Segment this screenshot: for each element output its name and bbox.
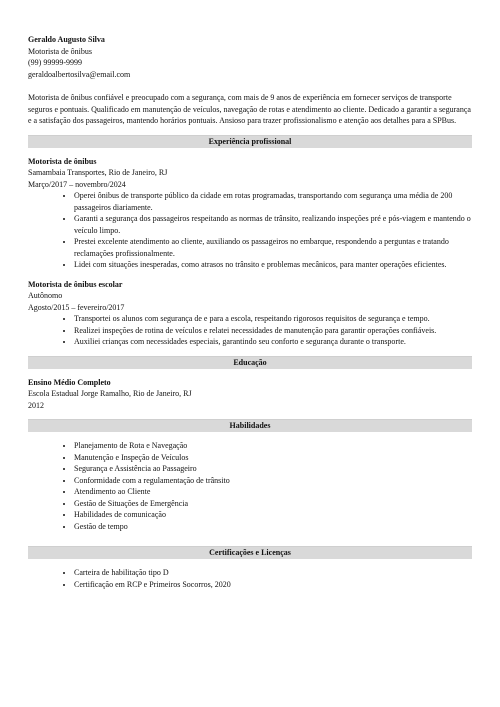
education-entry xyxy=(28,377,472,412)
job-dates: Agosto/2015 – fevereiro/2017 xyxy=(28,302,125,312)
list-item: • Realizei inspeções de rotina de veículos e relatei necessidades de manutenção para garantir operações confiáveis. xyxy=(74,325,472,337)
candidate-title: Motorista de ônibus xyxy=(28,46,92,56)
list-item: • Gestão de tempo xyxy=(74,521,472,533)
professional-summary: Motorista de ônibus confiável e preocupado com a segurança, com mais de 9 anos de experiência em fornecer serviços de transporte seguros e pontuais. Qualificado em manutenção de veículos, navegação de rotas e atendimento ao cliente. Dedicado a garantir a segurança e a satisfação dos passageiros, mantendo horários pontuais. Ansioso para trazer profissionalismo e atenção aos detalhes para a SPBus. xyxy=(28,93,471,125)
list-item: • Transportei os alunos com segurança de e para a escola, respeitando rigorosos requisitos de segurança e tempo. xyxy=(74,313,472,325)
list-item: • Auxiliei crianças com necessidades especiais, garantindo seu conforto e segurança durante o transporte. xyxy=(74,336,472,348)
section-header-skills: Habilidades xyxy=(28,419,472,432)
list-item: • Prestei excelente atendimento ao cliente, auxiliando os passageiros no embarque, respondendo a perguntas e tratando reclamações profissionalmente. xyxy=(74,236,472,259)
list-item: • Planejamento de Rota e Navegação xyxy=(74,440,472,452)
resume-header xyxy=(28,34,472,80)
job-company: Samambaia Transportes, Rio de Janeiro, RJ xyxy=(28,168,168,177)
list-item: • Habilidades de comunicação xyxy=(74,509,472,521)
job-title: Motorista de ônibus escolar xyxy=(28,279,123,289)
job-entry xyxy=(28,279,472,348)
education-year: 2012 xyxy=(28,400,44,410)
job-dates: Março/2017 – novembro/2024 xyxy=(28,179,126,189)
job-company: Autônomo xyxy=(28,291,63,300)
list-item: • Lidei com situações inesperadas, como atrasos no trânsito e problemas mecânicos, para manter operações eficientes. xyxy=(74,259,472,271)
candidate-name: Geraldo Augusto Silva xyxy=(28,35,105,44)
list-item: • Carteira de habilitação tipo D xyxy=(74,567,472,579)
list-item: • Certificação em RCP e Primeiros Socorros, 2020 xyxy=(74,579,472,591)
list-item: • Garanti a segurança dos passageiros respeitando as normas de trânsito, realizando inspeções pré e pós-viagem e mantendo o veículo limpo. xyxy=(74,213,472,236)
list-item: • Operei ônibus de transporte público da cidade em rotas programadas, transportando com segurança uma média de 200 passageiros diariamente. xyxy=(74,190,472,213)
skills-list xyxy=(28,440,472,532)
list-item: • Segurança e Assistência ao Passageiro xyxy=(74,463,472,475)
section-header-certifications: Certificações e Licenças xyxy=(28,546,472,559)
job-bullets xyxy=(28,190,472,271)
education-degree: Ensino Médio Completo xyxy=(28,377,111,387)
education-school: Escola Estadual Jorge Ramalho, Rio de Janeiro, RJ xyxy=(28,389,192,398)
list-item: • Manutenção e Inspeção de Veículos xyxy=(74,452,472,464)
certifications-list xyxy=(28,567,472,590)
list-item: • Conformidade com a regulamentação de trânsito xyxy=(74,475,472,487)
job-title: Motorista de ônibus xyxy=(28,156,97,166)
candidate-phone: (99) 99999-9999 xyxy=(28,58,82,67)
section-header-education: Educação xyxy=(28,356,472,369)
list-item: • Atendimento ao Cliente xyxy=(74,486,472,498)
list-item: • Gestão de Situações de Emergência xyxy=(74,498,472,510)
candidate-email: geraldoalbertosilva@email.com xyxy=(28,69,131,79)
section-header-experience: Experiência profissional xyxy=(28,135,472,148)
job-entry xyxy=(28,156,472,271)
job-bullets xyxy=(28,313,472,348)
